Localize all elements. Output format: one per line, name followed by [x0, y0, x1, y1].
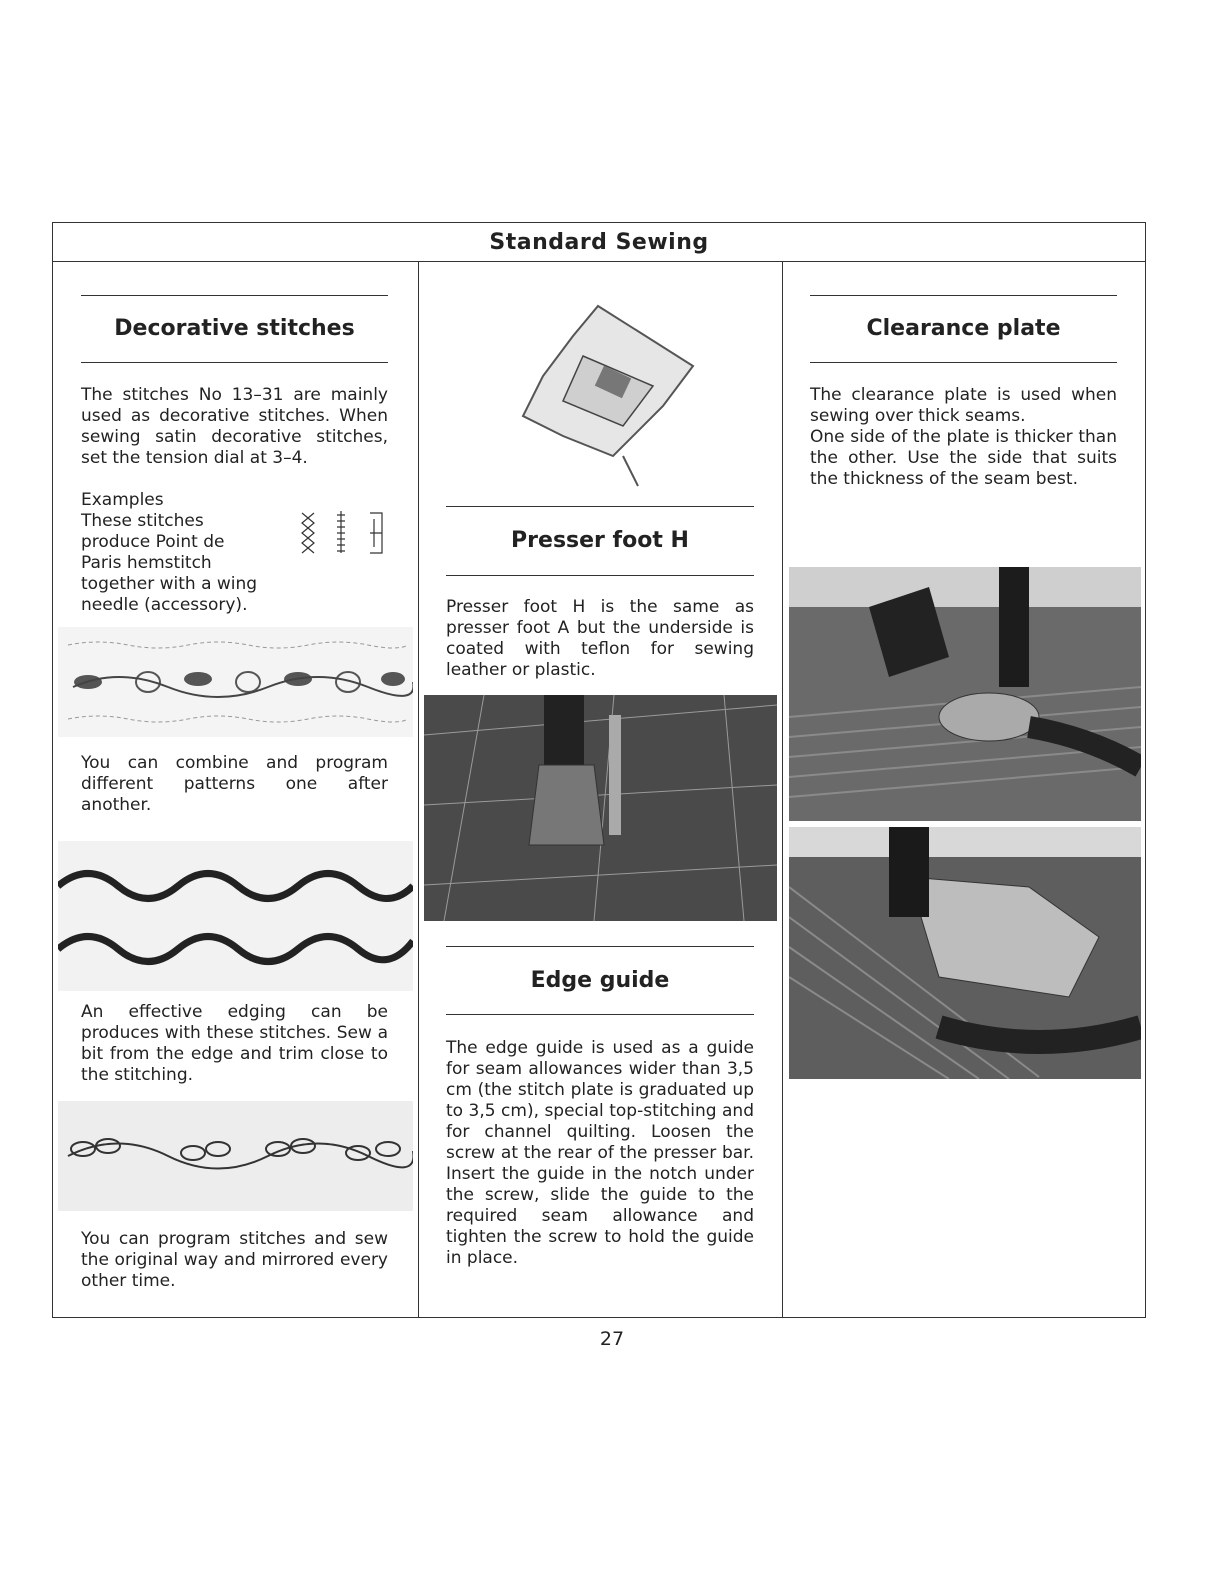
satin-wave-edging-image — [58, 841, 413, 991]
clearance-text-1: The clearance plate is used when sewing over thick seams. — [810, 385, 1117, 426]
page-title: Standard Sewing — [489, 230, 709, 255]
presser-foot-text: Presser foot H is the same as presser foot A but the underside is coated with teflon for sewing leather or plastic. — [446, 597, 754, 680]
presser-foot-title: Presser foot H — [511, 528, 689, 553]
decorative-title: Decorative stitches — [114, 316, 355, 341]
page-number: 27 — [599, 1328, 625, 1350]
mirror-text: You can program stitches and sew the original way and mirrored every other time. — [81, 1229, 388, 1291]
divider — [446, 575, 754, 576]
divider — [446, 506, 754, 507]
divider — [810, 295, 1117, 296]
edge-guide-title: Edge guide — [530, 968, 670, 993]
column-presser-edge — [418, 261, 783, 1317]
divider — [446, 1014, 754, 1015]
examples-text: These stitches produce Point de Paris hemstitch together with a wing needle (accessory). — [81, 511, 258, 615]
page-frame — [52, 222, 1146, 1318]
divider — [81, 295, 388, 296]
presser-foot-sewing-photo — [424, 695, 777, 921]
clearance-text-2: One side of the plate is thicker than the other. Use the side that suits the thickness of the seam best. — [810, 427, 1117, 489]
clearance-plate-photo-2 — [789, 827, 1141, 1079]
divider — [810, 362, 1117, 363]
divider — [81, 362, 388, 363]
edge-guide-text: The edge guide is used as a guide for seam allowances wider than 3,5 cm (the stitch plate is graduated up to 3,5 cm), special top-stitching and for channel quilting. Loosen the screw at the rear of the presser bar. Insert the guide in the notch under the screw, slide the guide to the required seam allowance and tighten the screw to hold the guide in place. — [446, 1038, 754, 1268]
page-header — [53, 223, 1145, 262]
presser-foot-h-image — [503, 296, 713, 496]
divider — [446, 946, 754, 947]
clearance-plate-photo-1 — [789, 567, 1141, 821]
mirrored-leaf-stitch-image — [58, 1101, 413, 1211]
clearance-plate-title: Clearance plate — [866, 316, 1061, 341]
examples-label: Examples — [81, 490, 164, 510]
column-decorative-stitches — [53, 261, 419, 1317]
edging-text: An effective edging can be produces with these stitches. Sew a bit from the edge and trim close to the stitching. — [81, 1002, 388, 1085]
decorative-stitch-sample-image — [58, 627, 413, 737]
combine-text: You can combine and program different patterns one after another. — [81, 753, 388, 815]
hemstitch-symbols-icon — [298, 509, 388, 555]
column-clearance-plate — [782, 261, 1146, 1317]
decorative-intro-text: The stitches No 13–31 are mainly used as decorative stitches. When sewing satin decorative stitches, set the tension dial at 3–4. — [81, 385, 388, 468]
